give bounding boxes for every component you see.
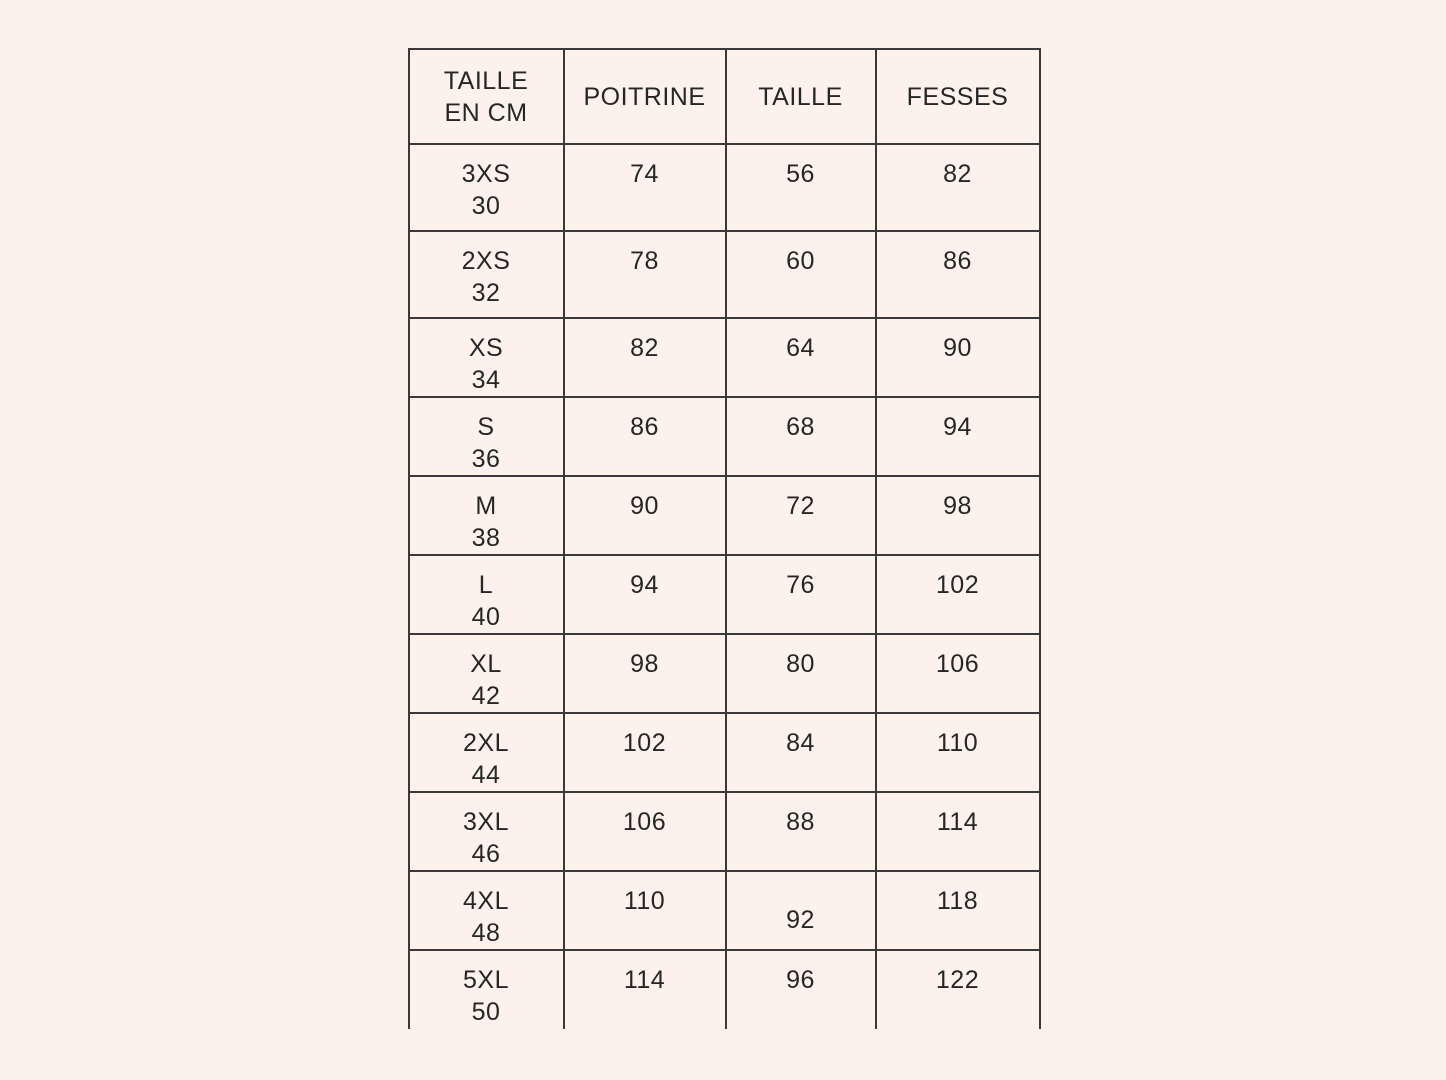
- table-row-l: [409, 555, 1040, 634]
- size-label: 5XL: [463, 966, 509, 994]
- fesses-value-cell: 102: [876, 555, 1040, 634]
- taille-value-cell: 64: [726, 318, 876, 397]
- size-label: 3XS: [461, 160, 511, 188]
- poitrine-value-cell: 74: [564, 144, 726, 231]
- poitrine-value-cell: 90: [564, 476, 726, 555]
- size-label-cell: [409, 871, 564, 950]
- size-eu: 32: [471, 279, 501, 307]
- size-eu: 36: [471, 445, 501, 473]
- size-eu: 38: [471, 524, 501, 552]
- size-eu: 40: [471, 603, 501, 631]
- table-row-xs: [409, 318, 1040, 397]
- header-size-cell: [409, 49, 564, 144]
- size-eu: 34: [471, 366, 501, 394]
- size-label: XL: [470, 650, 502, 678]
- fesses-value-cell: 114: [876, 792, 1040, 871]
- taille-value-cell: 72: [726, 476, 876, 555]
- size-label-cell: [409, 318, 564, 397]
- header-taille-cell: TAILLE: [726, 49, 876, 144]
- poitrine-value-cell: 86: [564, 397, 726, 476]
- size-chart-container: [408, 48, 1039, 1029]
- fesses-value-cell: 90: [876, 318, 1040, 397]
- taille-value-cell: 60: [726, 231, 876, 318]
- taille-value-cell: 68: [726, 397, 876, 476]
- poitrine-value-cell: 82: [564, 318, 726, 397]
- table-row-m: [409, 476, 1040, 555]
- fesses-value-cell: 94: [876, 397, 1040, 476]
- size-label: L: [478, 571, 494, 599]
- size-eu: 46: [471, 840, 501, 868]
- header-row: [409, 49, 1040, 144]
- size-chart-table: [408, 48, 1041, 1029]
- fesses-value-cell: 110: [876, 713, 1040, 792]
- size-label-cell: [409, 476, 564, 555]
- size-label-cell: [409, 950, 564, 1029]
- header-poitrine-cell: POITRINE: [564, 49, 726, 144]
- table-row-4xl: [409, 871, 1040, 950]
- taille-value-cell: 96: [726, 950, 876, 1029]
- poitrine-value-cell: 102: [564, 713, 726, 792]
- size-label: S: [477, 413, 495, 441]
- size-chart-body: [409, 144, 1040, 1029]
- taille-value-cell: 80: [726, 634, 876, 713]
- size-eu: 50: [471, 998, 501, 1026]
- taille-value-cell: 92: [726, 871, 876, 950]
- poitrine-value-cell: 114: [564, 950, 726, 1029]
- size-label-cell: [409, 634, 564, 713]
- poitrine-value-cell: 94: [564, 555, 726, 634]
- table-row-5xl: [409, 950, 1040, 1029]
- size-eu: 42: [471, 682, 501, 710]
- taille-value-cell: 56: [726, 144, 876, 231]
- poitrine-value-cell: 110: [564, 871, 726, 950]
- poitrine-value-cell: 98: [564, 634, 726, 713]
- size-label: 2XS: [461, 247, 511, 275]
- table-row-2xs: [409, 231, 1040, 318]
- size-chart-header: [409, 49, 1040, 144]
- size-label: XS: [468, 334, 504, 362]
- fesses-value-cell: 118: [876, 871, 1040, 950]
- size-label-cell: [409, 397, 564, 476]
- poitrine-value-cell: 78: [564, 231, 726, 318]
- fesses-value-cell: 106: [876, 634, 1040, 713]
- fesses-value-cell: 122: [876, 950, 1040, 1029]
- fesses-value-cell: 82: [876, 144, 1040, 231]
- size-label-cell: [409, 144, 564, 231]
- taille-value-cell: 84: [726, 713, 876, 792]
- table-row-s: [409, 397, 1040, 476]
- header-size-line1: TAILLE: [443, 66, 529, 95]
- taille-value-cell: 76: [726, 555, 876, 634]
- size-label-cell: [409, 231, 564, 318]
- fesses-value-cell: 98: [876, 476, 1040, 555]
- size-label: 4XL: [463, 887, 509, 915]
- size-label: 3XL: [463, 808, 509, 836]
- size-label-cell: [409, 713, 564, 792]
- table-row-3xs: [409, 144, 1040, 231]
- table-row-xl: [409, 634, 1040, 713]
- size-eu: 48: [471, 919, 501, 947]
- header-size-line2: EN CM: [444, 98, 528, 127]
- poitrine-value-cell: 106: [564, 792, 726, 871]
- size-eu: 44: [471, 761, 501, 789]
- size-label-cell: [409, 555, 564, 634]
- taille-value-cell: 88: [726, 792, 876, 871]
- header-fesses-cell: FESSES: [876, 49, 1040, 144]
- size-label: M: [475, 492, 497, 520]
- size-eu: 30: [471, 192, 501, 220]
- size-label-cell: [409, 792, 564, 871]
- fesses-value-cell: 86: [876, 231, 1040, 318]
- table-row-3xl: [409, 792, 1040, 871]
- size-label: 2XL: [463, 729, 509, 757]
- table-row-2xl: [409, 713, 1040, 792]
